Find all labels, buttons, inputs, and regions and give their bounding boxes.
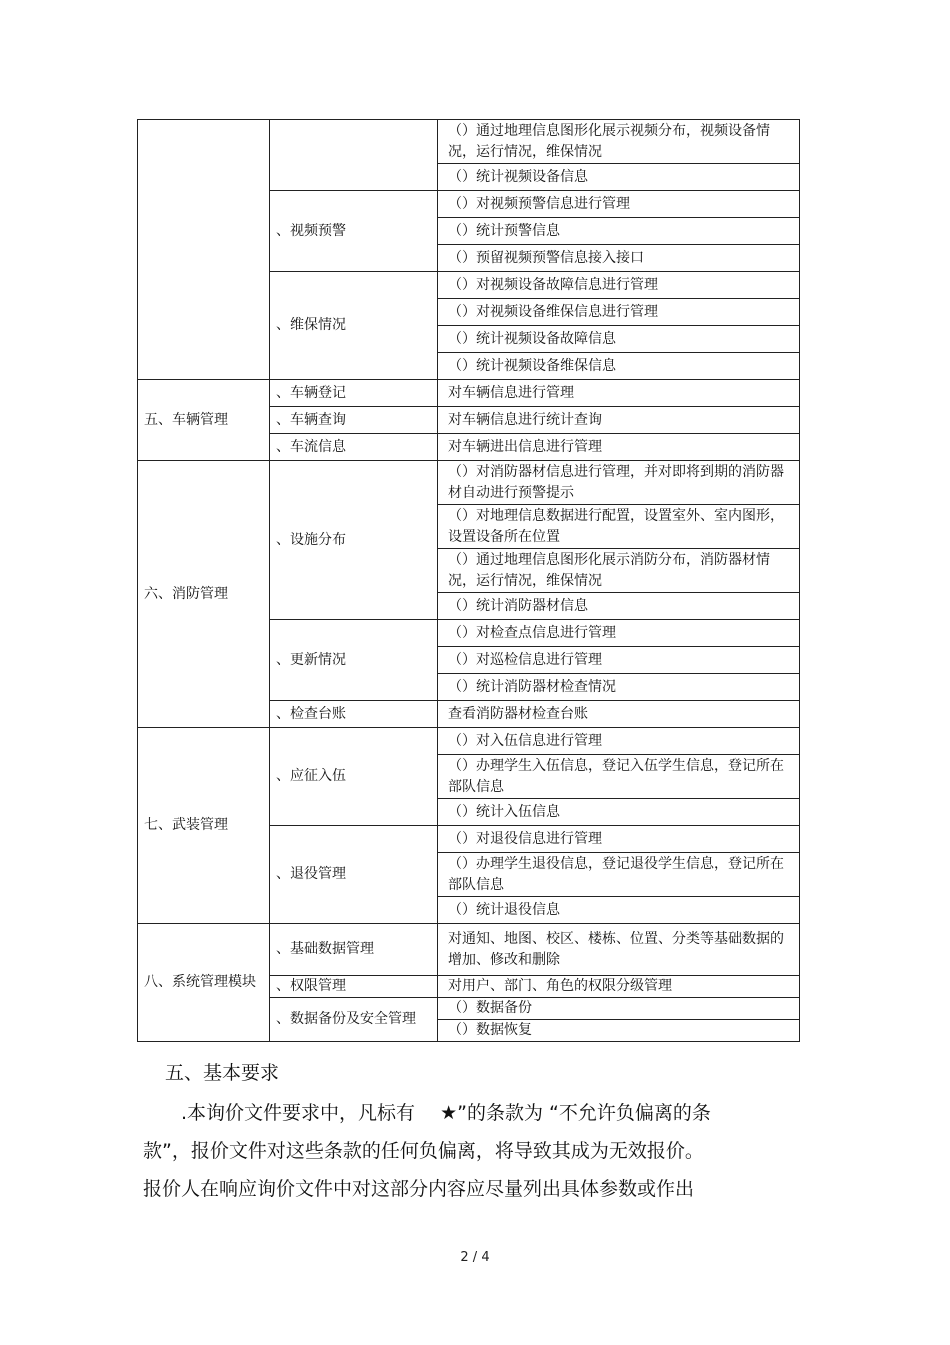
detail-cell: （）对退役信息进行管理 (438, 826, 800, 853)
detail-cell: （）预留视频预警信息接入接口 (438, 245, 800, 272)
detail-cell: （）对入伍信息进行管理 (438, 728, 800, 755)
detail-cell: （）办理学生退役信息，登记退役学生信息，登记所在部队信息 (438, 853, 800, 897)
detail-cell: （）统计视频设备故障信息 (438, 326, 800, 353)
function-cell: 、权限管理 (270, 976, 438, 998)
function-cell: 、应征入伍 (270, 728, 438, 826)
detail-cell: （）统计入伍信息 (438, 799, 800, 826)
detail-cell: （）对消防器材信息进行管理，并对即将到期的消防器材自动进行预警提示 (438, 461, 800, 505)
page-number: 2 / 4 (460, 1250, 490, 1265)
function-cell: 、设施分布 (270, 461, 438, 620)
function-cell (270, 120, 438, 191)
detail-cell: （）对视频设备故障信息进行管理 (438, 272, 800, 299)
detail-cell: 对车辆进出信息进行管理 (438, 434, 800, 461)
function-cell: 、检查台账 (270, 701, 438, 728)
detail-cell: （）统计退役信息 (438, 897, 800, 924)
module-cell (138, 120, 270, 380)
detail-cell: （）数据备份 (438, 998, 800, 1020)
detail-cell: （）统计视频设备信息 (438, 164, 800, 191)
detail-cell: 对通知、地图、校区、楼栋、位置、分类等基础数据的增加、修改和删除 (438, 924, 800, 976)
detail-cell: （）对检查点信息进行管理 (438, 620, 800, 647)
function-cell: 、更新情况 (270, 620, 438, 701)
detail-cell: 查看消防器材检查台账 (438, 701, 800, 728)
module-cell: 七、武装管理 (138, 728, 270, 924)
function-cell: 、数据备份及安全管理 (270, 998, 438, 1042)
detail-cell: （）对视频设备维保信息进行管理 (438, 299, 800, 326)
detail-cell: 对车辆信息进行管理 (438, 380, 800, 407)
module-cell: 五、车辆管理 (138, 380, 270, 461)
function-cell: 、车流信息 (270, 434, 438, 461)
detail-cell: （）对视频预警信息进行管理 (438, 191, 800, 218)
detail-cell: （）统计消防器材检查情况 (438, 674, 800, 701)
detail-cell: （）统计消防器材信息 (438, 593, 800, 620)
detail-cell: （）通过地理信息图形化展示视频分布，视频设备情况，运行情况，维保情况 (438, 120, 800, 164)
paragraph-line: 款”，报价文件对这些条款的任何负偏离，将导致其成为无效报价。 (143, 1140, 704, 1162)
requirements-table (137, 119, 800, 1042)
detail-cell: 对用户、部门、角色的权限分级管理 (438, 976, 800, 998)
detail-cell: 对车辆信息进行统计查询 (438, 407, 800, 434)
detail-cell: （）数据恢复 (438, 1020, 800, 1042)
detail-cell: （）统计预警信息 (438, 218, 800, 245)
detail-cell: （）通过地理信息图形化展示消防分布，消防器材情况，运行情况，维保情况 (438, 549, 800, 593)
detail-cell: （）对巡检信息进行管理 (438, 647, 800, 674)
function-cell: 、维保情况 (270, 272, 438, 380)
section-title: 五、基本要求 (165, 1062, 280, 1084)
detail-cell: （）办理学生入伍信息，登记入伍学生信息，登记所在部队信息 (438, 755, 800, 799)
paragraph-line: 报价人在响应询价文件中对这部分内容应尽量列出具体参数或作出 (143, 1178, 695, 1200)
detail-cell: （）对地理信息数据进行配置，设置室外、室内图形，设置设备所在位置 (438, 505, 800, 549)
function-cell: 、视频预警 (270, 191, 438, 272)
module-cell: 八、系统管理模块 (138, 924, 270, 1042)
function-cell: 、车辆查询 (270, 407, 438, 434)
function-cell: 、车辆登记 (270, 380, 438, 407)
function-cell: 、退役管理 (270, 826, 438, 924)
paragraph-line: .本询价文件要求中，凡标有 ★”的条款为 “不允许负偏离的条 (143, 1102, 711, 1124)
function-cell: 、基础数据管理 (270, 924, 438, 976)
module-cell: 六、消防管理 (138, 461, 270, 728)
detail-cell: （）统计视频设备维保信息 (438, 353, 800, 380)
